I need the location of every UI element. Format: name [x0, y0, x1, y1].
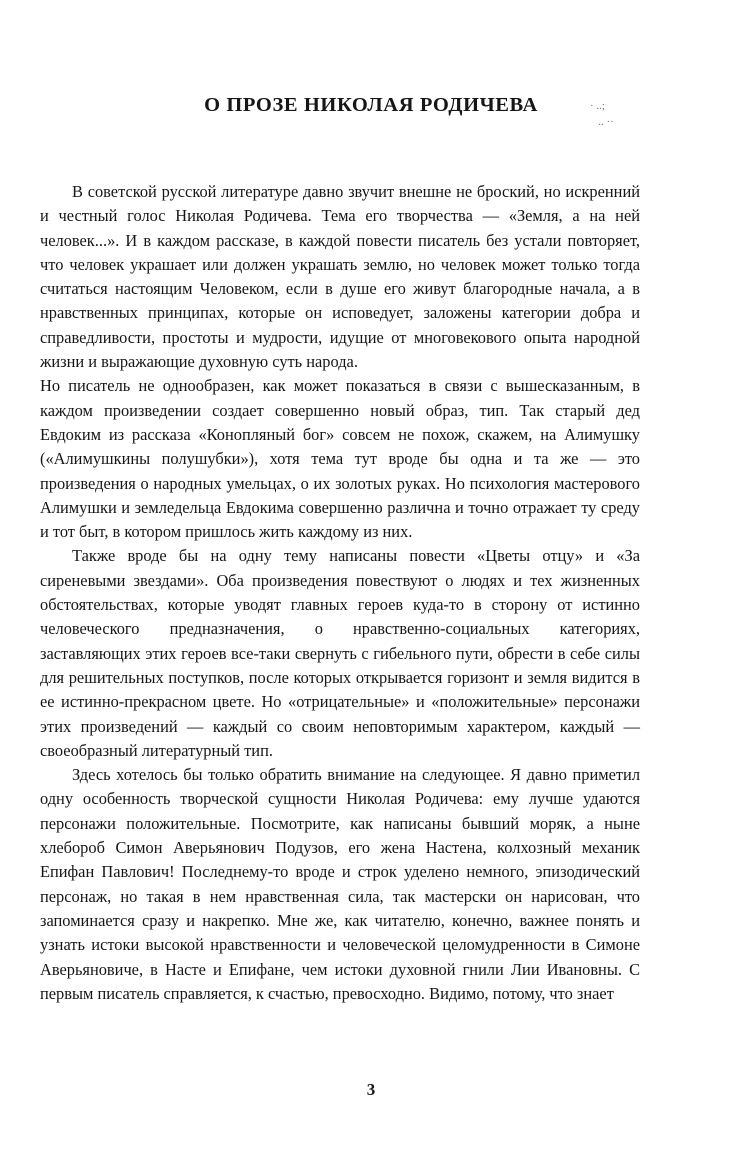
paragraph: Также вроде бы на одну тему написаны повести «Цветы отцу» и «За сиреневыми звездами». Оба произведения повествуют о людях и тех жизненных обстоятельствах, которые уводят главных героев куда-то в сторону от истинно человеческого предназначения, о нравственно-социальных категориях, заставляющих этих героев все-таки свернуть с гибельного пути, обрести в себе силы для решительных поступков, после которых открывается горизонт и земля видится в ее истинно-прекрасном цвете. Но «отрицательные» и «положительные» персонажи этих произведений — каждый со своим неповторимым характером, каждый — своеобразный литературный тип. — [40, 546, 640, 760]
paragraph: Здесь хотелось бы только обратить внимание на следующее. Я давно приметил одну особенность творческой сущности Николая Родичева: ему лучше удаются персонажи положительные. Посмотрите, как написаны бывший моряк, а ныне хлебороб Симон Аверьянович Подузов, его жена Настена, колхозный механик Епифан Павлович! Последнему-то вроде и строк уделено немного, эпизодический персонаж, но такая в нем нравственная сила, так мастерски он нарисован, что запоминается сразу и накрепко. Мне же, как читателю, конечно, важнее понять и узнать истоки высокой нравственности и человеческой целомудренности в Симоне Аверьяновиче, в Насте и Епифане, чем истоки духовной гнили Лии Ивановны. С первым писатель справляется, к счастью, превосходно. Видимо, потому, что знает — [40, 765, 640, 1003]
page-number: 3 — [366, 1080, 376, 1099]
article-body — [40, 180, 640, 1006]
page-title: О ПРОЗЕ НИКОЛАЯ РОДИЧЕВА — [204, 94, 538, 116]
paragraph: Но писатель не однообразен, как может показаться в связи с вышесказанным, в каждом произведении создает совершенно новый образ, тип. Так старый дед Евдоким из рассказа «Конопляный бог» совсем не похож, скажем, на Алимушку («Алимушкины полушубки»), хотя тема тут вроде бы одна и та же — это произведения о народных умельцах, о их золотых руках. Но психология мастерового Алимушки и земледельца Евдокима совершенно различна и точно отражает ту среду и тот быт, в котором пришлось жить каждому из них. — [40, 376, 640, 542]
print-specks: · ..; .. ·· — [590, 100, 614, 128]
paragraph: В советской русской литературе давно звучит внешне не броский, но искренний и честный голос Николая Родичева. Тема его творчества — «Земля, а на ней человек...». И в каждом рассказе, в каждой повести писатель без устали повторяет, что человек украшает или должен украшать землю, но человек может только тогда считаться настоящим Человеком, если в душе его живут благородные начала, а в нравственных принципах, которые он исповедует, заложены категории добра и справедливости, простоты и мудрости, идущие от многовекового опыта народной жизни и выражающие духовную суть народа. — [40, 182, 640, 372]
